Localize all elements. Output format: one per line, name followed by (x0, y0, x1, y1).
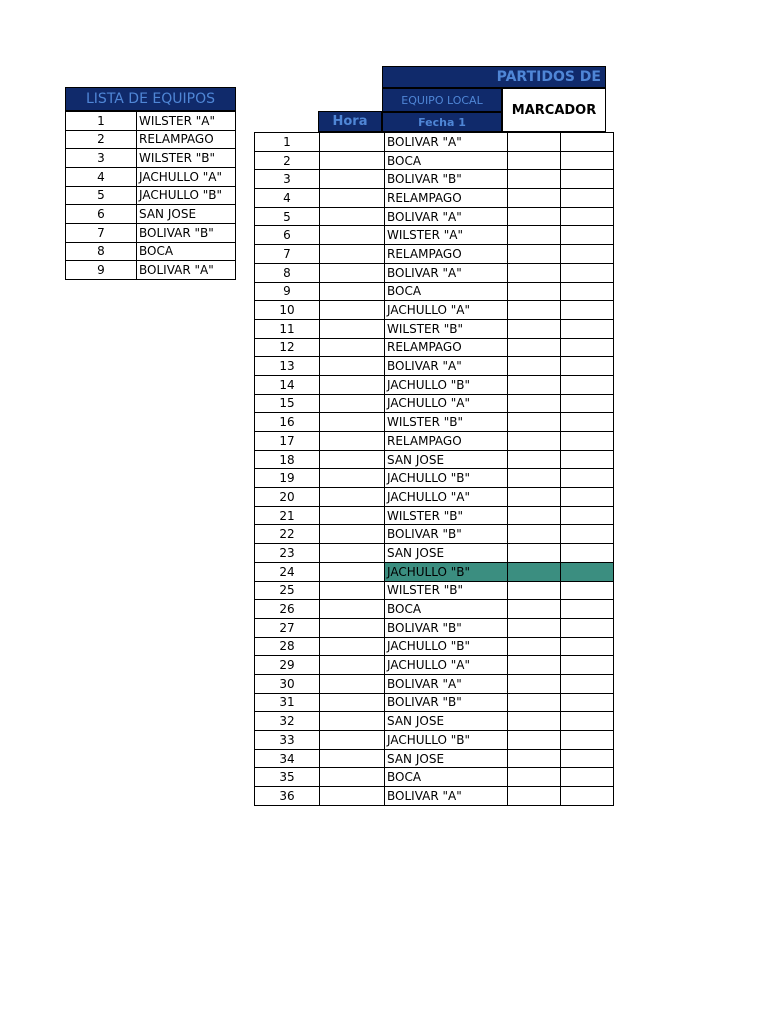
match-number-cell[interactable]: 13 (255, 357, 320, 376)
score-visitor-cell[interactable] (561, 693, 614, 712)
team-row (66, 261, 236, 280)
partidos-header: PARTIDOS DE (382, 66, 606, 88)
equipo-local-cell[interactable]: JACHULLO "A" (385, 488, 508, 507)
match-row (255, 413, 614, 432)
team-row (66, 223, 236, 242)
match-row (255, 432, 614, 451)
score-visitor-cell[interactable] (561, 749, 614, 768)
hora-cell[interactable] (320, 338, 385, 357)
match-number-cell[interactable]: 27 (255, 618, 320, 637)
score-visitor-cell[interactable] (561, 581, 614, 600)
team-number-cell[interactable]: 4 (66, 167, 137, 186)
team-row (66, 130, 236, 149)
score-local-cell[interactable] (508, 731, 561, 750)
team-row (66, 205, 236, 224)
score-visitor-cell[interactable] (561, 637, 614, 656)
match-row (255, 245, 614, 264)
score-local-cell[interactable] (508, 749, 561, 768)
match-number-cell[interactable]: 4 (255, 189, 320, 208)
score-local-cell[interactable] (508, 207, 561, 226)
score-local-cell[interactable] (508, 413, 561, 432)
team-name-cell[interactable]: RELAMPAGO (137, 130, 236, 149)
hora-cell[interactable] (320, 768, 385, 787)
hora-cell[interactable] (320, 469, 385, 488)
equipo-local-cell[interactable]: BOCA (385, 151, 508, 170)
hora-cell[interactable] (320, 282, 385, 301)
match-number-cell[interactable]: 33 (255, 731, 320, 750)
equipo-local-cell[interactable]: BOCA (385, 768, 508, 787)
match-number-cell[interactable]: 31 (255, 693, 320, 712)
score-local-cell[interactable] (508, 226, 561, 245)
match-row (255, 637, 614, 656)
hora-cell[interactable] (320, 226, 385, 245)
match-row (255, 693, 614, 712)
equipo-local-cell[interactable]: JACHULLO "B" (385, 637, 508, 656)
equipo-local-cell[interactable]: BOLIVAR "B" (385, 525, 508, 544)
match-number-cell[interactable]: 35 (255, 768, 320, 787)
hora-cell[interactable] (320, 413, 385, 432)
hora-cell[interactable] (320, 525, 385, 544)
score-visitor-cell[interactable] (561, 282, 614, 301)
match-row (255, 506, 614, 525)
match-number-cell[interactable]: 12 (255, 338, 320, 357)
match-row (255, 394, 614, 413)
score-visitor-cell[interactable] (561, 600, 614, 619)
match-row (255, 207, 614, 226)
match-number-cell[interactable]: 29 (255, 656, 320, 675)
score-visitor-cell[interactable] (561, 768, 614, 787)
score-local-cell[interactable] (508, 600, 561, 619)
score-visitor-cell[interactable] (561, 245, 614, 264)
equipo-local-cell[interactable]: JACHULLO "A" (385, 394, 508, 413)
equipo-local-cell[interactable]: BOCA (385, 282, 508, 301)
equipo-local-cell[interactable]: BOLIVAR "B" (385, 693, 508, 712)
hora-cell[interactable] (320, 133, 385, 152)
team-name-cell[interactable]: JACHULLO "B" (137, 186, 236, 205)
hora-cell[interactable] (320, 357, 385, 376)
score-local-cell[interactable] (508, 768, 561, 787)
team-number-cell[interactable]: 1 (66, 112, 137, 131)
equipo-local-cell[interactable]: JACHULLO "B" (385, 731, 508, 750)
score-visitor-cell[interactable] (561, 712, 614, 731)
score-local-cell[interactable] (508, 674, 561, 693)
hora-cell[interactable] (320, 170, 385, 189)
team-number-cell[interactable]: 6 (66, 205, 137, 224)
hora-cell[interactable] (320, 245, 385, 264)
hora-cell[interactable] (320, 189, 385, 208)
score-visitor-cell[interactable] (561, 506, 614, 525)
hora-cell[interactable] (320, 731, 385, 750)
hora-cell[interactable] (320, 712, 385, 731)
score-local-cell[interactable] (508, 656, 561, 675)
hora-cell[interactable] (320, 749, 385, 768)
team-number-cell[interactable]: 5 (66, 186, 137, 205)
equipo-local-cell[interactable]: BOLIVAR "A" (385, 133, 508, 152)
score-local-cell[interactable] (508, 581, 561, 600)
fecha-header: Fecha 1 (382, 112, 502, 132)
hora-cell[interactable] (320, 600, 385, 619)
equipo-local-cell[interactable]: RELAMPAGO (385, 189, 508, 208)
match-number-cell[interactable]: 30 (255, 674, 320, 693)
score-visitor-cell[interactable] (561, 207, 614, 226)
equipo-local-cell[interactable]: RELAMPAGO (385, 432, 508, 451)
equipo-local-cell[interactable]: JACHULLO "A" (385, 301, 508, 320)
match-row (255, 151, 614, 170)
match-row (255, 674, 614, 693)
match-row (255, 562, 614, 581)
equipo-local-cell[interactable]: SAN JOSE (385, 712, 508, 731)
score-local-cell[interactable] (508, 469, 561, 488)
hora-cell[interactable] (320, 488, 385, 507)
equipo-local-cell[interactable]: BOLIVAR "A" (385, 787, 508, 806)
match-number-cell[interactable]: 22 (255, 525, 320, 544)
hora-cell[interactable] (320, 432, 385, 451)
teams-list-table (65, 111, 236, 280)
match-row (255, 301, 614, 320)
hora-cell[interactable] (320, 263, 385, 282)
match-number-cell[interactable]: 34 (255, 749, 320, 768)
match-row (255, 263, 614, 282)
equipo-local-cell[interactable]: JACHULLO "A" (385, 656, 508, 675)
match-number-cell[interactable]: 25 (255, 581, 320, 600)
match-number-cell[interactable]: 24 (255, 562, 320, 581)
match-row (255, 787, 614, 806)
score-local-cell[interactable] (508, 189, 561, 208)
match-row (255, 450, 614, 469)
match-number-cell[interactable]: 32 (255, 712, 320, 731)
score-local-cell[interactable] (508, 394, 561, 413)
match-number-cell[interactable]: 9 (255, 282, 320, 301)
hora-cell[interactable] (320, 207, 385, 226)
match-row (255, 226, 614, 245)
match-number-cell[interactable]: 20 (255, 488, 320, 507)
score-visitor-cell[interactable] (561, 133, 614, 152)
equipo-local-cell[interactable]: WILSTER "B" (385, 413, 508, 432)
score-visitor-cell[interactable] (561, 170, 614, 189)
equipo-local-cell[interactable]: BOLIVAR "A" (385, 357, 508, 376)
match-number-cell[interactable]: 16 (255, 413, 320, 432)
equipo-local-cell[interactable]: WILSTER "B" (385, 506, 508, 525)
match-number-cell[interactable]: 1 (255, 133, 320, 152)
hora-cell[interactable] (320, 301, 385, 320)
score-visitor-cell[interactable] (561, 562, 614, 581)
match-row (255, 319, 614, 338)
equipo-local-header: EQUIPO LOCAL (382, 88, 502, 112)
hora-cell[interactable] (320, 506, 385, 525)
score-local-cell[interactable] (508, 693, 561, 712)
score-visitor-cell[interactable] (561, 787, 614, 806)
team-row (66, 149, 236, 168)
match-number-cell[interactable]: 5 (255, 207, 320, 226)
score-visitor-cell[interactable] (561, 301, 614, 320)
score-local-cell[interactable] (508, 338, 561, 357)
match-number-cell[interactable]: 19 (255, 469, 320, 488)
equipo-local-cell[interactable]: WILSTER "B" (385, 581, 508, 600)
score-local-cell[interactable] (508, 637, 561, 656)
team-name-cell[interactable]: BOCA (137, 242, 236, 261)
match-row (255, 375, 614, 394)
match-row (255, 338, 614, 357)
match-row (255, 525, 614, 544)
score-local-cell[interactable] (508, 450, 561, 469)
match-row (255, 357, 614, 376)
score-visitor-cell[interactable] (561, 413, 614, 432)
score-visitor-cell[interactable] (561, 357, 614, 376)
match-row (255, 189, 614, 208)
score-local-cell[interactable] (508, 263, 561, 282)
teams-list-header: LISTA DE EQUIPOS (65, 87, 236, 111)
match-number-cell[interactable]: 7 (255, 245, 320, 264)
score-visitor-cell[interactable] (561, 432, 614, 451)
score-local-cell[interactable] (508, 245, 561, 264)
score-visitor-cell[interactable] (561, 544, 614, 563)
team-name-cell[interactable]: JACHULLO "A" (137, 167, 236, 186)
hora-cell[interactable] (320, 544, 385, 563)
score-local-cell[interactable] (508, 787, 561, 806)
team-number-cell[interactable]: 2 (66, 130, 137, 149)
score-visitor-cell[interactable] (561, 656, 614, 675)
score-local-cell[interactable] (508, 151, 561, 170)
match-row (255, 712, 614, 731)
match-row (255, 544, 614, 563)
match-number-cell[interactable]: 21 (255, 506, 320, 525)
equipo-local-cell[interactable]: BOLIVAR "A" (385, 263, 508, 282)
match-number-cell[interactable]: 11 (255, 319, 320, 338)
equipo-local-cell[interactable]: WILSTER "A" (385, 226, 508, 245)
score-local-cell[interactable] (508, 562, 561, 581)
team-number-cell[interactable]: 7 (66, 223, 137, 242)
match-row (255, 731, 614, 750)
equipo-local-cell[interactable]: BOLIVAR "B" (385, 618, 508, 637)
score-visitor-cell[interactable] (561, 226, 614, 245)
match-number-cell[interactable]: 3 (255, 170, 320, 189)
team-name-cell[interactable]: SAN JOSE (137, 205, 236, 224)
team-name-cell[interactable]: WILSTER "B" (137, 149, 236, 168)
score-local-cell[interactable] (508, 488, 561, 507)
matches-table (254, 132, 614, 806)
equipo-local-cell[interactable]: BOCA (385, 600, 508, 619)
match-number-cell[interactable]: 18 (255, 450, 320, 469)
score-visitor-cell[interactable] (561, 263, 614, 282)
team-row (66, 167, 236, 186)
hora-header: Hora (318, 111, 382, 132)
match-number-cell[interactable]: 36 (255, 787, 320, 806)
score-visitor-cell[interactable] (561, 469, 614, 488)
hora-cell[interactable] (320, 787, 385, 806)
team-number-cell[interactable]: 3 (66, 149, 137, 168)
equipo-local-cell[interactable]: SAN JOSE (385, 749, 508, 768)
score-visitor-cell[interactable] (561, 450, 614, 469)
equipo-local-cell[interactable]: JACHULLO "B" (385, 469, 508, 488)
match-number-cell[interactable]: 10 (255, 301, 320, 320)
score-local-cell[interactable] (508, 525, 561, 544)
score-local-cell[interactable] (508, 319, 561, 338)
equipo-local-cell[interactable]: JACHULLO "B" (385, 562, 508, 581)
match-number-cell[interactable]: 15 (255, 394, 320, 413)
match-number-cell[interactable]: 28 (255, 637, 320, 656)
match-row (255, 768, 614, 787)
hora-cell[interactable] (320, 394, 385, 413)
match-row (255, 170, 614, 189)
match-row (255, 488, 614, 507)
hora-cell[interactable] (320, 674, 385, 693)
team-name-cell[interactable]: BOLIVAR "B" (137, 223, 236, 242)
score-local-cell[interactable] (508, 375, 561, 394)
equipo-local-cell[interactable]: BOLIVAR "A" (385, 674, 508, 693)
match-row (255, 282, 614, 301)
marcador-header: MARCADOR (502, 88, 606, 132)
score-local-cell[interactable] (508, 301, 561, 320)
equipo-local-cell[interactable]: SAN JOSE (385, 450, 508, 469)
score-visitor-cell[interactable] (561, 189, 614, 208)
score-visitor-cell[interactable] (561, 375, 614, 394)
hora-cell[interactable] (320, 151, 385, 170)
score-visitor-cell[interactable] (561, 618, 614, 637)
score-local-cell[interactable] (508, 133, 561, 152)
score-local-cell[interactable] (508, 432, 561, 451)
score-visitor-cell[interactable] (561, 731, 614, 750)
score-visitor-cell[interactable] (561, 338, 614, 357)
hora-cell[interactable] (320, 618, 385, 637)
match-row (255, 600, 614, 619)
match-row (255, 469, 614, 488)
hora-cell[interactable] (320, 637, 385, 656)
match-number-cell[interactable]: 17 (255, 432, 320, 451)
team-number-cell[interactable]: 8 (66, 242, 137, 261)
match-row (255, 618, 614, 637)
team-row (66, 242, 236, 261)
hora-cell[interactable] (320, 562, 385, 581)
equipo-local-cell[interactable]: BOLIVAR "A" (385, 207, 508, 226)
score-visitor-cell[interactable] (561, 151, 614, 170)
score-local-cell[interactable] (508, 544, 561, 563)
score-visitor-cell[interactable] (561, 525, 614, 544)
hora-cell[interactable] (320, 450, 385, 469)
equipo-local-cell[interactable]: RELAMPAGO (385, 245, 508, 264)
equipo-local-cell[interactable]: JACHULLO "B" (385, 375, 508, 394)
score-local-cell[interactable] (508, 506, 561, 525)
hora-cell[interactable] (320, 656, 385, 675)
team-number-cell[interactable]: 9 (66, 261, 137, 280)
score-local-cell[interactable] (508, 357, 561, 376)
hora-cell[interactable] (320, 319, 385, 338)
score-local-cell[interactable] (508, 618, 561, 637)
equipo-local-cell[interactable]: BOLIVAR "B" (385, 170, 508, 189)
score-local-cell[interactable] (508, 170, 561, 189)
score-visitor-cell[interactable] (561, 674, 614, 693)
match-row (255, 656, 614, 675)
team-name-cell[interactable]: BOLIVAR "A" (137, 261, 236, 280)
team-row (66, 112, 236, 131)
score-visitor-cell[interactable] (561, 319, 614, 338)
match-number-cell[interactable]: 26 (255, 600, 320, 619)
match-row (255, 133, 614, 152)
match-number-cell[interactable]: 6 (255, 226, 320, 245)
match-number-cell[interactable]: 8 (255, 263, 320, 282)
equipo-local-cell[interactable]: RELAMPAGO (385, 338, 508, 357)
score-visitor-cell[interactable] (561, 488, 614, 507)
equipo-local-cell[interactable]: SAN JOSE (385, 544, 508, 563)
match-row (255, 749, 614, 768)
hora-cell[interactable] (320, 581, 385, 600)
hora-cell[interactable] (320, 693, 385, 712)
hora-cell[interactable] (320, 375, 385, 394)
match-row (255, 581, 614, 600)
score-local-cell[interactable] (508, 282, 561, 301)
team-name-cell[interactable]: WILSTER "A" (137, 112, 236, 131)
equipo-local-cell[interactable]: WILSTER "B" (385, 319, 508, 338)
match-number-cell[interactable]: 23 (255, 544, 320, 563)
match-number-cell[interactable]: 14 (255, 375, 320, 394)
score-visitor-cell[interactable] (561, 394, 614, 413)
score-local-cell[interactable] (508, 712, 561, 731)
team-row (66, 186, 236, 205)
match-number-cell[interactable]: 2 (255, 151, 320, 170)
